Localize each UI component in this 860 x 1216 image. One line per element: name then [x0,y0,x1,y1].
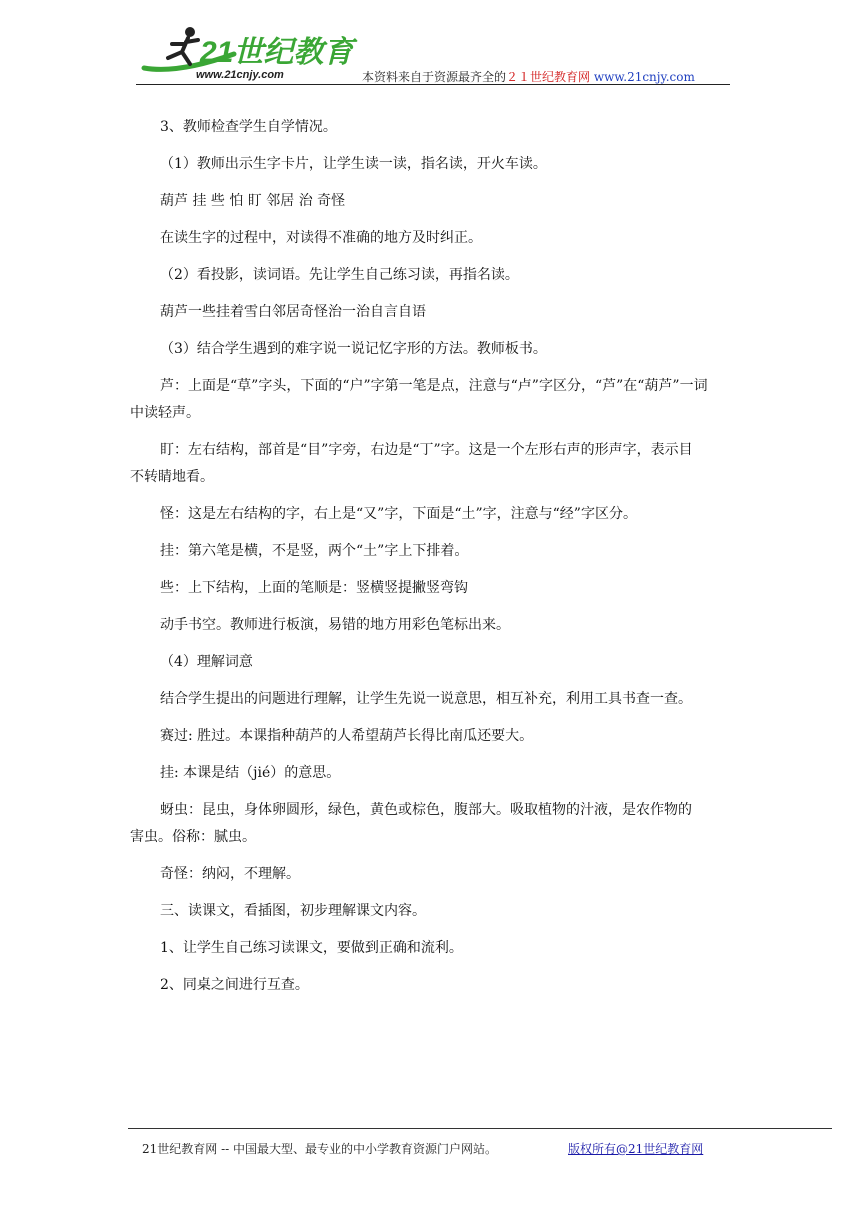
logo-title: 21世纪教育 [200,36,354,69]
paragraph: 芦：上面是“草”字头，下面的“户”字第一笔是点，注意与“卢”字区分，“芦”在“葫芦”一词 [160,378,708,394]
paragraph: 3、教师检查学生自学情况。 [160,119,337,135]
paragraph: 在读生字的过程中，对读得不准确的地方及时纠正。 [160,230,482,246]
paragraph: 挂：第六笔是横，不是竖，两个“土”字上下排着。 [160,543,469,559]
paragraph: 结合学生提出的问题进行理解，让学生先说一说意思，相互补充，利用工具书查一查。 [160,691,692,707]
page-footer [142,1140,704,1157]
paragraph: （3）结合学生遇到的难字说一说记忆字形的方法。教师板书。 [160,341,547,357]
source-url-link[interactable]: www.21cnjy.com [593,70,695,84]
source-prefix: 本资料来自于资源最齐全的 [362,70,507,84]
logo-url: www.21cnjy.com [196,69,284,81]
footer-text: 21世纪教育网 -- 中国最大型、最专业的中小学教育资源门户网站。 [142,1142,498,1156]
paragraph: 些：上下结构，上面的笔顺是：竖横竖提撇竖弯钩 [160,580,468,596]
paragraph: 动手书空。教师进行板演，易错的地方用彩色笔标出来。 [160,617,510,633]
paragraph: 盯：左右结构，部首是“目”字旁，右边是“丁”字。这是一个左形右声的形声字，表示目 [160,442,693,458]
paragraph: 葫芦一些挂着雪白邻居奇怪治一治自言自语 [160,304,426,320]
paragraph: （4）理解词意 [160,654,253,670]
paragraph-continuation: 中读轻声。 [130,405,200,421]
paragraph-continuation: 害虫。俗称：腻虫。 [130,829,256,845]
paragraph-continuation: 不转睛地看。 [130,469,214,485]
runner-logo-icon [138,24,354,86]
paragraph: 奇怪：纳闷，不理解。 [160,866,300,882]
footer-divider [128,1128,832,1129]
site-logo[interactable] [138,24,354,86]
paragraph: （1）教师出示生字卡片，让学生读一读，指名读，开火车读。 [160,156,547,172]
paragraph: 怪：这是左右结构的字，右上是“又”字，下面是“土”字，注意与“经”字区分。 [160,506,637,522]
source-site-link[interactable]: ２１世纪教育网 [506,70,591,84]
paragraph: 蚜虫：昆虫，身体卵圆形，绿色，黄色或棕色，腹部大。吸取植物的汁液，是农作物的 [160,802,692,818]
paragraph: 葫芦 挂 些 怕 盯 邻居 治 奇怪 [160,193,346,209]
page-header [0,0,860,100]
paragraph: 三、读课文，看插图，初步理解课文内容。 [160,903,426,919]
paragraph: 2、同桌之间进行互查。 [160,977,309,993]
header-divider [136,84,730,85]
paragraph: 挂: 本课是结（jié）的意思。 [160,765,341,781]
document-body [130,108,730,1003]
paragraph: 1、让学生自己练习读课文，要做到正确和流利。 [160,940,463,956]
copyright-link[interactable]: 版权所有@21世纪教育网 [568,1142,704,1156]
paragraph: 赛过: 胜过。本课指种葫芦的人希望葫芦长得比南瓜还要大。 [160,728,534,744]
paragraph: （2）看投影，读词语。先让学生自己练习读，再指名读。 [160,267,519,283]
source-note [362,68,695,85]
